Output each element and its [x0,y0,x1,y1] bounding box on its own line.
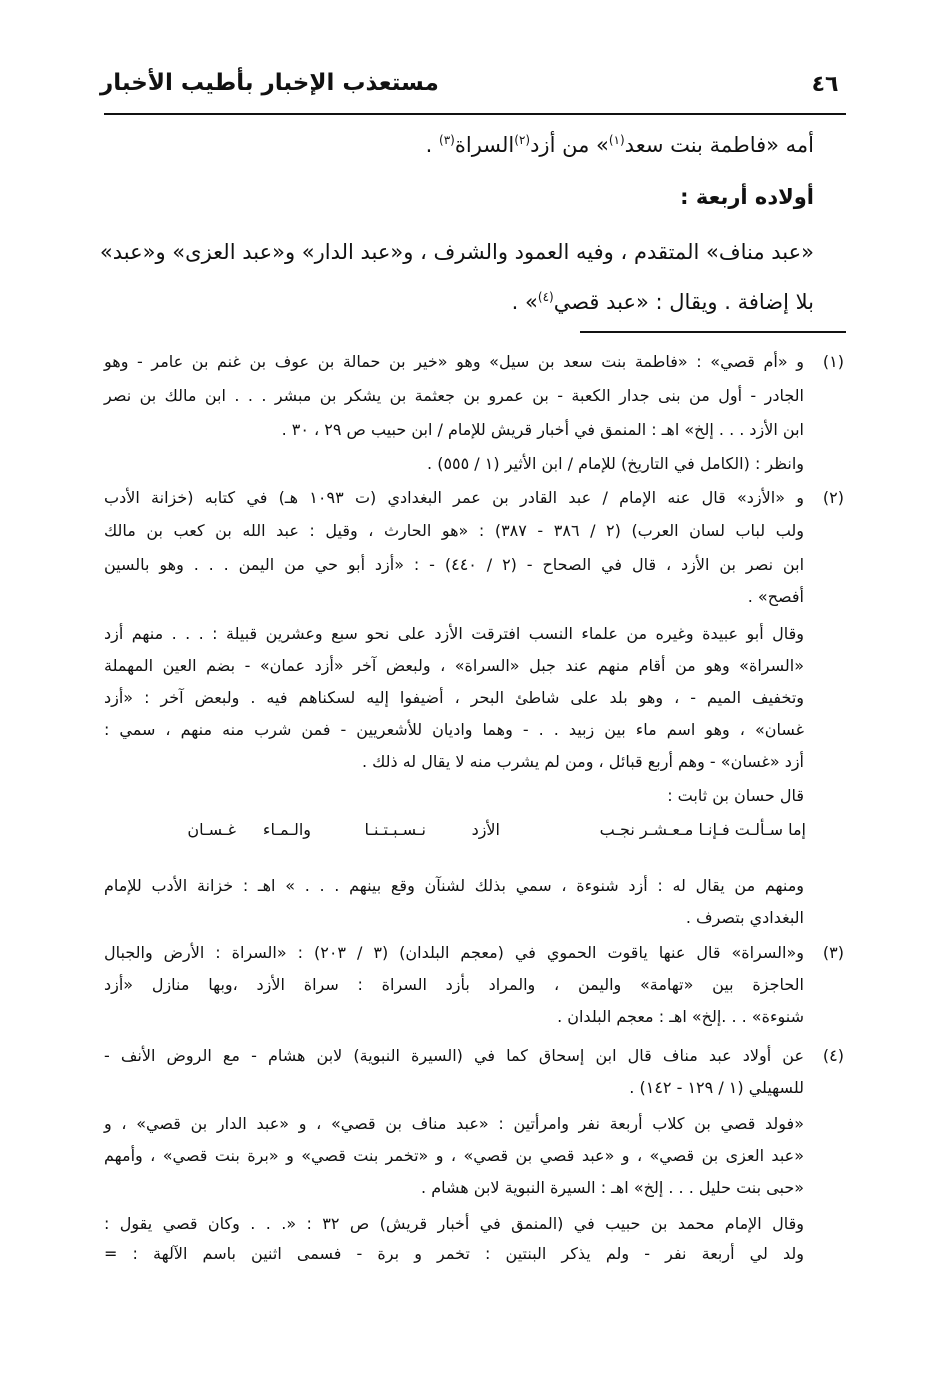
text-segment: » من أزد [530,133,609,157]
footnote-line: وتخفيف الميم - ، وهو بلد على شاطئ البحر ، أضيفوا إليه لسكناهم فيه . ولبعض آخر : «أزد [104,688,804,707]
header-rule [104,113,846,115]
text-segment: أمه «فاطمة بنت سعد [624,133,814,157]
footnote-ref-2[interactable]: (٢) [514,133,531,147]
text-segment: » . [511,290,538,314]
text-segment: بلا إضافة . ويقال : «عبد قصي [553,290,814,314]
footnote-line: البغدادي بتصرف . [685,908,804,927]
footnote-line: أزد «غسان» - وهم أربع قبائل ، ومن لم يشرب منه لا يقال له ذلك . [361,752,804,771]
main-line-abd-qusay [512,290,814,314]
footnote-line: أفصح» . [747,587,804,606]
footnote-line: شنوءة» . . .إلخ» اهـ : معجم البلدان . [557,1007,804,1026]
footnote-ref-1[interactable]: (١) [608,133,625,147]
poem-word: الأزد [471,820,500,839]
footnote-line: «فولد قصي بن كلاب أربعة نفر وامرأتين : «عبد مناف بن قصي» ، و «عبد الدار بن قصي» ، و [104,1114,804,1133]
footnote-number-2: (٢) [822,488,844,507]
text-segment: . [425,133,440,157]
text-segment: السراة [454,133,515,157]
footnote-line: و«السراة» قال عنها ياقوت الحموي في (معجم البلدان) (٣ / ٢٠٣) : «السراة : الأرض والجبال [104,943,804,962]
footnote-line: عن أولاد عبد مناف قال ابن إسحاق كما في (السيرة النبوية) لابن هشام - مع الروض الأنف - [104,1046,804,1065]
poem-word: والـمـاء [262,820,311,839]
footnote-number-4: (٤) [822,1046,844,1065]
footnote-separator [580,331,846,333]
footnote-line: ابن نصر بن الأزد ، قال في الصحاح - (٢ / ٤٤٠) - : «أزد أبو حي من اليمن . . . وهو بالسين [104,555,805,574]
footnote-line: الجادر - أول من بنى جدار الكعبة - بن عمرو بن جعثمة بن يشكر بن مبشر . . . ابن مالك بن نصر [104,386,804,405]
footnote-line: وقال أبو عبيدة وغيره من علماء النسب افترقت الأزد على نحو سبع وعشرين قبيلة : . . . منهم أزد [104,624,804,643]
footnote-ref-3[interactable]: (٣) [439,133,455,147]
footnote-line: الحاجزة بين «تهامة» واليمن ، والمراد بأزد السراة : سراة الأزد ،وبها منازل «أزد [104,975,804,994]
footnote-line: وقال الإمام محمد بن حبيب في (المنمق في أخبار قريش) ص ٣٢ : «. . . وكان قصي يقول : [104,1214,805,1233]
footnote-line: للسهيلي (١ / ١٢٩ - ١٤٢) . [629,1078,804,1097]
main-line-sons: «عبد مناف» المتقدم ، وفيه العمود والشرف ، و«عبد الدار» و«عبد العزى» و«عبد» [99,240,814,264]
footnote-number-3: (٣) [822,943,844,962]
footnote-line: و «أم قصي» : «فاطمة بنت سعد بن سيل» وهو «خير بن حمالة بن عوف بن غنم بن عامر - وهو [104,352,804,371]
poem-hemistich-1: إما سـألـت فـإنـا مـعـشـر نجـب [599,820,806,839]
footnote-ref-4[interactable]: (٤) [537,290,554,304]
footnote-line: «السراة» وهو من أقام منهم عند جبل «السراة» ، ولبعض آخر «أزد عمان» - بضم العين المهملة [104,656,804,675]
running-header-title: مستعذب الإخبار بأطيب الأخبار [100,70,439,96]
section-heading: أولاده أربعة : [680,185,814,209]
footnote-line: ولد لي أربعة نفر - ولم يذكر البنتين : تخمر و برة - فسمى اثنين باسم الآلهة : = [104,1244,804,1263]
footnote-line: «عبد العزى بن قصي» ، و «عبد قصي بن قصي» ، و «تخمر بنت قصي» و «برة بنت قصي» ، وأمهم [104,1146,804,1165]
footnote-line: ولب لباب لسان العرب) (٢ / ٣٨٦ - ٣٨٧) : «هو الحارث ، وقيل : عبد الله بن كعب بن مالك [104,521,805,540]
footnote-line: ومنهم من يقال له : أزد شنوءة ، سمي بذلك لشنآن وقع بينهم . . . » اهـ : خزانة الأدب للإمام [104,876,804,895]
poem-word: غـسـان [187,820,236,839]
poem-verse [160,820,806,850]
poem-word: نـسـبـتـنـا [364,820,426,839]
footnote-line: قال حسان بن ثابت : [667,786,804,805]
footnote-line: وانظر : (الكامل في التاريخ) للإمام / ابن الأثير (١ / ٥٥٥) . [427,454,804,473]
footnote-line: و «الأزد» قال عنه الإمام / عبد القادر بن عمر البغدادي (ت ١٠٩٣ هـ) في كتابه (خزانة الأدب [104,488,804,507]
footnote-number-1: (١) [822,352,844,371]
page-number: ٤٦ [811,72,839,97]
footnote-line: ابن الأزد . . . إلخ» اهـ : المنمق في أخبار قريش للإمام / ابن حبيب ص ٢٩ ، ٣٠ . [281,420,804,439]
footnote-line: غسان» ، وهو اسم ماء بين زبيد . . - وهما واديان للأشعريين - فمن شرب منه منهم ، سمي : [104,720,804,739]
main-line-mother [426,133,814,157]
footnote-line: «حبى بنت حليل . . . إلخ» اهـ : السيرة النبوية لابن هشام . [421,1178,804,1197]
